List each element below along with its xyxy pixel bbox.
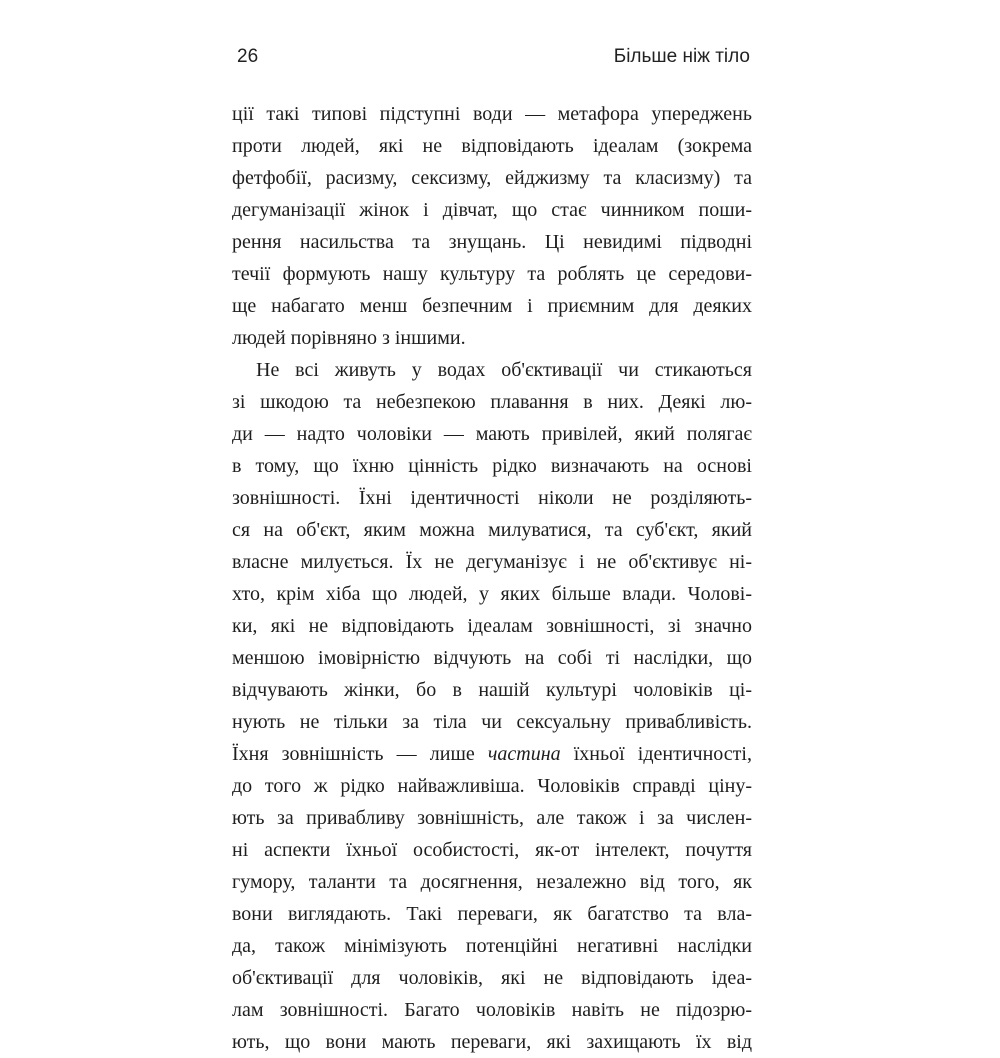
text-line: ще набагато менш безпечним і приємним для деяких (232, 295, 752, 317)
text-line: гумору, таланти та досягнення, незалежно від того, як (232, 871, 752, 893)
text-line: ся на об'єкт, яким можна милуватися, та суб'єкт, який (232, 519, 752, 541)
text-line: проти людей, які не відповідають ідеалам (зокрема (232, 135, 752, 157)
text-line: Не всі живуть у водах об'єктивації чи стикаються (256, 359, 752, 381)
paragraph-main (232, 354, 752, 1058)
text-line: власне милується. Їх не дегуманізує і не об'єктивує ні- (232, 551, 752, 573)
text-line: меншою імовірністю відчують на собі ті наслідки, що (232, 647, 752, 669)
text-line: зовнішності. Їхні ідентичності ніколи не розділяють- (232, 487, 752, 509)
running-title: Більше ніж тіло (613, 46, 750, 67)
text-line: ди — надто чоловіки — мають привілей, який полягає (232, 423, 752, 445)
body-text (232, 98, 752, 1058)
text-line: течії формують нашу культуру та роблять це середови- (232, 263, 752, 285)
text-line: вони виглядають. Такі переваги, як багатство та вла- (232, 903, 752, 925)
text-line: дегуманізації жінок і дівчат, що стає чинником поши- (232, 199, 752, 221)
emphasis-after: їхньої ідентичності, (560, 743, 752, 765)
emphasis-before: Їхня зовнішність — лише (232, 743, 488, 765)
text-line: відчувають жінки, бо в нашій культурі чоловіків ці- (232, 679, 752, 701)
emphasis-italic: частина (487, 743, 561, 765)
text-line: хто, крім хіба що людей, у яких більше влади. Чолові- (232, 583, 752, 605)
text-line: лам зовнішності. Багато чоловіків навіть не підозрю- (232, 999, 752, 1021)
text-line: нують не тільки за тіла чи сексуальну привабливість. (232, 711, 752, 733)
paragraph-continuation (232, 98, 752, 354)
text-line: об'єктивації для чоловіків, які не відповідають ідеа- (232, 967, 752, 989)
page-number: 26 (237, 46, 259, 67)
page-header (232, 42, 752, 82)
book-page (232, 42, 752, 1053)
text-line: да, також мінімізують потенційні негативні наслідки (232, 935, 752, 957)
text-line: зі шкодою та небезпекою плавання в них. Деякі лю- (232, 391, 752, 413)
text-line: ють за привабливу зовнішність, але також і за числен- (232, 807, 752, 829)
text-line: ні аспекти їхньої особистості, як-от інтелект, почуття (232, 839, 752, 861)
text-line: рення насильства та знущань. Ці невидимі підводні (232, 231, 752, 253)
text-line: ють, що вони мають переваги, які захищають їх від (232, 1031, 752, 1053)
text-line: фетфобії, расизму, сексизму, ейджизму та класизму) та (232, 167, 752, 189)
text-line: ки, які не відповідають ідеалам зовнішності, зі значно (232, 615, 752, 637)
text-line-emphasis (232, 738, 752, 770)
text-line: ції такі типові підступні води — метафора упереджень (232, 103, 752, 125)
text-line: в тому, що їхню цінність рідко визначають на основі (232, 455, 752, 477)
text-line: до того ж рідко найважливіша. Чоловіків справді ціну- (232, 775, 752, 797)
text-line: людей порівняно з іншими. (232, 327, 466, 349)
